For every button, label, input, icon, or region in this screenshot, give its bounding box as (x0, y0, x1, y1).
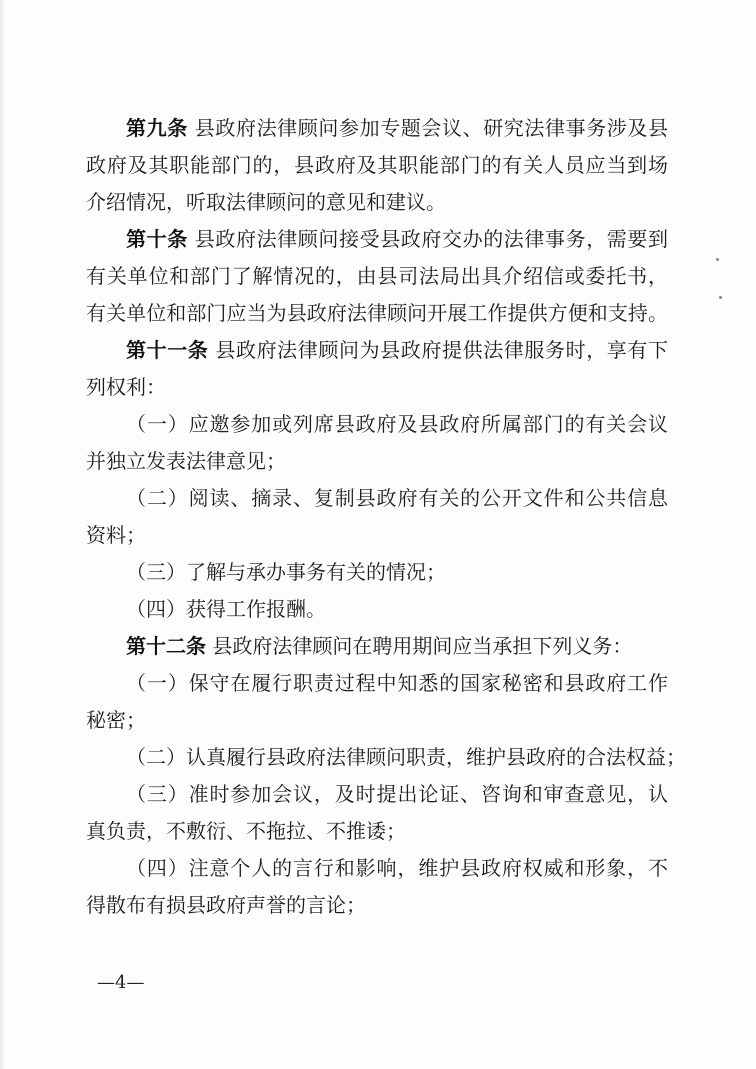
article-11-item-1-line-2: 并独立发表法律意见； (86, 449, 286, 473)
article-12-item-3-line-2: 真负责，不敷衍、不拖拉、不推诿； (86, 819, 406, 843)
article-10-text-1: 县政府法律顾问接受县政府交办的法律事务，需要到 (194, 227, 669, 251)
article-12-item-1-line-1: （一）保守在履行职责过程中知悉的国家秘密和县政府工作 (126, 671, 668, 695)
article-12-heading: 第十二条 (126, 634, 206, 658)
article-11-text-1: 县政府法律顾问为县政府提供法律服务时，享有下 (215, 338, 669, 362)
article-12-item-1-line-2: 秘密； (86, 708, 146, 732)
article-11-item-4: （四）获得工作报酬。 (126, 597, 326, 621)
article-11-item-3: （三）了解与承办事务有关的情况； (126, 560, 446, 584)
article-10-line-2: 有关单位和部门了解情况的，由县司法局出具介绍信或委托书， (86, 264, 668, 288)
page-number: —4— (97, 972, 145, 993)
article-12-item-2: （二）认真履行县政府法律顾问职责，维护县政府的合法权益； (126, 745, 686, 769)
article-10-line-3: 有关单位和部门应当为县政府法律顾问开展工作提供方便和支持。 (86, 301, 668, 325)
scan-speck (716, 258, 719, 261)
document-body (86, 110, 686, 924)
article-9-heading: 第九条 (126, 116, 188, 140)
article-11-item-2-line-1: （二）阅读、摘录、复制县政府有关的公开文件和公共信息 (126, 486, 668, 510)
article-12-item-4-line-2: 得散布有损县政府声誉的言论； (86, 893, 366, 917)
article-10-heading: 第十条 (126, 227, 188, 251)
article-12-item-4-line-1: （四）注意个人的言行和影响，维护县政府权威和形象，不 (126, 856, 668, 880)
article-9-paragraph-line-1 (86, 110, 668, 147)
article-11-heading: 第十一条 (126, 338, 209, 362)
article-11-paragraph-line-1 (86, 332, 668, 369)
scan-speck (719, 296, 722, 299)
article-12-item-3-line-1: （三）准时参加会议，及时提出论证、咨询和审查意见，认 (126, 782, 668, 806)
article-11-item-1-line-1: （一）应邀参加或列席县政府及县政府所属部门的有关会议 (126, 412, 668, 436)
article-9-line-2: 政府及其职能部门的，县政府及其职能部门的有关人员应当到场 (86, 153, 668, 177)
article-11-line-2: 列权利： (86, 375, 166, 399)
article-11-item-2-line-2: 资料； (86, 523, 146, 547)
article-12-text-1: 县政府法律顾问在聘用期间应当承担下列义务： (212, 634, 633, 658)
article-10-paragraph-line-1 (86, 221, 668, 258)
article-12-paragraph-line-1 (86, 628, 668, 665)
article-9-text-1: 县政府法律顾问参加专题会议、研究法律事务涉及县 (194, 116, 669, 140)
scan-edge-shadow (0, 0, 6, 1069)
article-9-line-3: 介绍情况，听取法律顾问的意见和建议。 (86, 190, 446, 214)
